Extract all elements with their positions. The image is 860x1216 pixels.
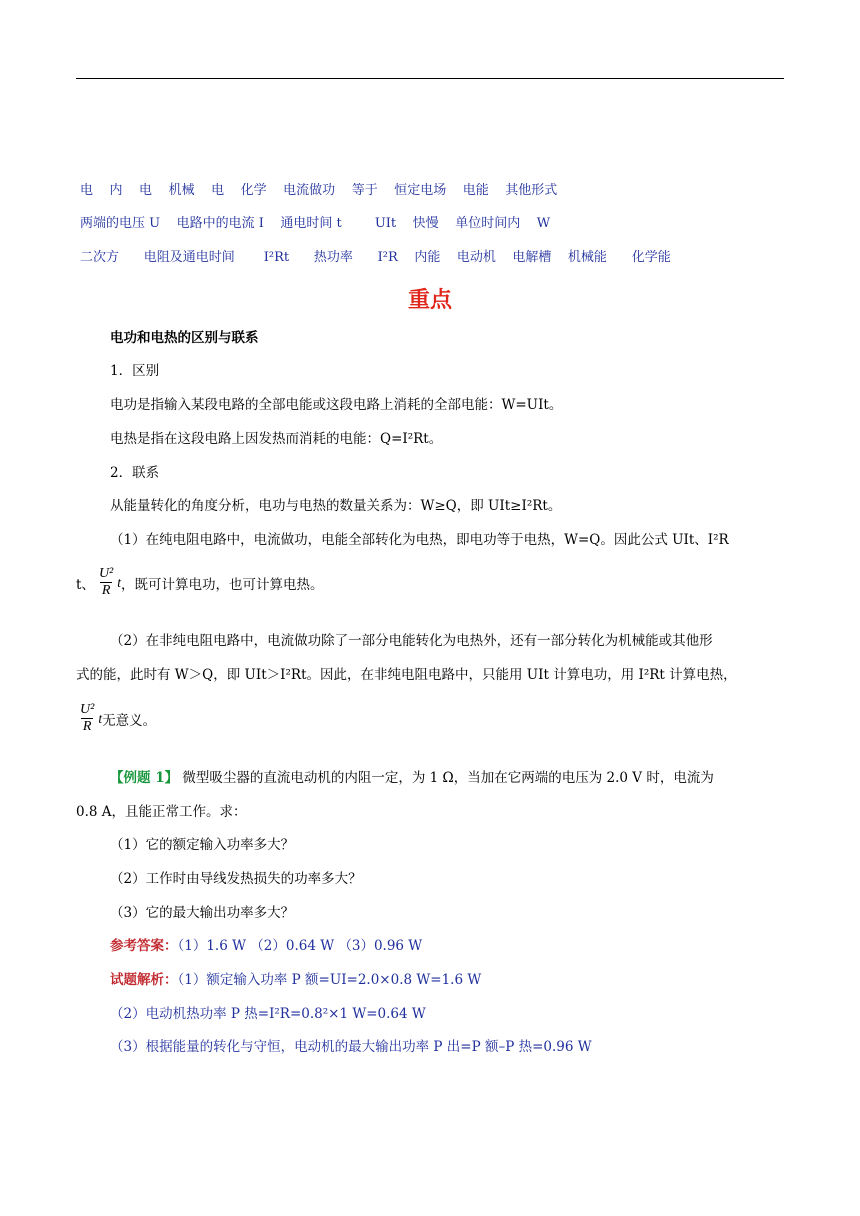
- item2-p2c: ，既可计算电功，也可计算电热。: [121, 576, 324, 593]
- example-q2: （2）工作时由导线发热损失的功率多大？: [110, 871, 362, 887]
- analysis-s3: （3）根据能量的转化与守恒，电动机的最大输出功率 P 出=P 额–P 热=0.96 W: [110, 1039, 592, 1055]
- example-label: 【例题 1】: [110, 770, 179, 786]
- item1-title: 1．区别: [110, 363, 160, 379]
- answer-line-2: 两端的电压 U 电路中的电流 I 通电时间 t UIt 快慢 单位时间内 W: [80, 216, 551, 231]
- item2-p2a: （1）在纯电阻电路中，电流做功，电能全部转化为电热，即电功等于电热，W=Q。因此公式 UIt、I²R: [110, 532, 729, 548]
- item1-p1: 电功是指输入某段电路的全部电能或这段电路上消耗的全部电能：W=UIt。: [110, 397, 563, 413]
- fraction-denominator: R: [82, 719, 92, 734]
- item2-p3a: （2）在非纯电阻电路中，电流做功除了一部分电能转化为电热外，还有一部分转化为机械能或其他形: [110, 633, 713, 649]
- example-line-1: [110, 766, 714, 786]
- fraction-u2-over-r-2: [78, 702, 96, 735]
- answer-line: [110, 934, 422, 954]
- subheading: 电功和电热的区别与联系: [110, 330, 259, 346]
- analysis-s2: （2）电动机热功率 P 热=I²R=0.8²×1 W=0.64 W: [110, 1006, 426, 1022]
- item1-p2: 电热是指在这段电路上因发热而消耗的电能：Q=I²Rt。: [110, 431, 443, 447]
- item2-p1: 从能量转化的角度分析，电功与电热的数量关系为：W≥Q，即 UIt≥I²Rt。: [110, 498, 562, 514]
- item2-p2-formula-line: [76, 566, 324, 599]
- answer-line-1: 电 内 电 机械 电 化学 电流做功 等于 恒定电场 电能 其他形式: [80, 183, 558, 198]
- fraction-numerator: U²: [80, 702, 95, 717]
- analysis-line-1: [110, 968, 481, 988]
- item2-p3b: 式的能，此时有 W＞Q，即 UIt＞I²Rt。因此，在非纯电阻电路中，只能用 UIt 计算电功，用 I²Rt 计算电热，: [76, 667, 737, 683]
- fraction-u2-over-r: [97, 566, 115, 599]
- analysis-label: 试题解析：: [110, 972, 178, 988]
- fraction-variable: t: [117, 574, 122, 590]
- fraction-variable: t: [98, 710, 103, 726]
- item2-title: 2．联系: [110, 465, 160, 481]
- example-text-1: 微型吸尘器的直流电动机的内阻一定，为 1 Ω，当加在它两端的电压为 2.0 V 时，电流为: [178, 770, 714, 786]
- section-title: 重点: [407, 287, 452, 313]
- item2-p3-formula-line: [76, 702, 156, 735]
- header-rule: [76, 78, 784, 79]
- answer-label: 参考答案：: [110, 938, 178, 954]
- item2-p2b: t、: [76, 576, 95, 593]
- example-q3: （3）它的最大输出功率多大？: [110, 905, 295, 921]
- fraction-denominator: R: [101, 583, 111, 598]
- answer-line-3: 二次方 电阻及通电时间 I²Rt 热功率 I²R 内能 电动机 电解槽 机械能 化学能: [80, 250, 671, 265]
- analysis-s1: （1）额定输入功率 P 额=UI=2.0×0.8 W=1.6 W: [177, 972, 482, 988]
- answer-text: （1）1.6 W （2）0.64 W （3）0.96 W: [177, 938, 423, 954]
- item2-p3c: 无意义。: [102, 712, 157, 729]
- fraction-numerator: U²: [98, 566, 114, 581]
- example-text-2: 0.8 A，且能正常工作。求：: [76, 804, 247, 820]
- example-q1: （1）它的额定输入功率多大？: [110, 837, 295, 853]
